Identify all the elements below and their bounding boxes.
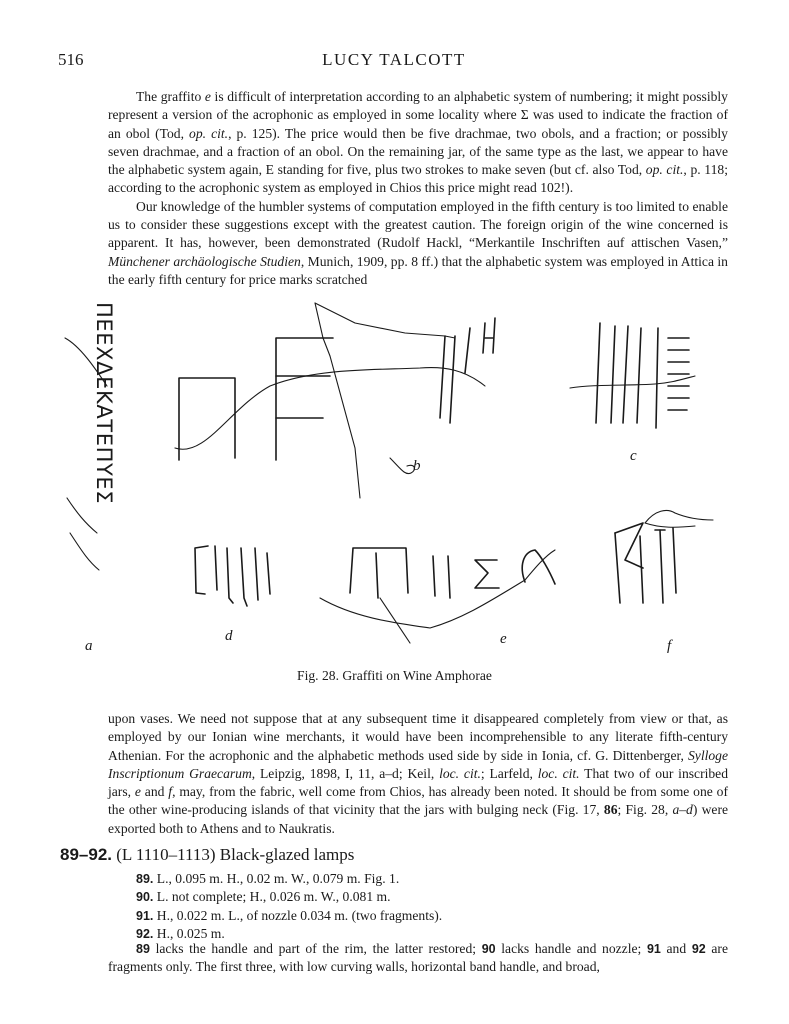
catalogue-entry: 89. L., 0.095 m. H., 0.02 m. W., 0.079 m. Fig. 1. [136, 871, 400, 886]
graffiti-drawing [55, 298, 745, 658]
label-d: d [225, 628, 233, 644]
catalogue-entries [108, 870, 728, 943]
label-a: a [85, 638, 93, 654]
paragraph-2: Our knowledge of the humbler systems of computation employed in the fifth century is too limited to enable us to consider these suggestions except with the greatest caution. The foreign origin of the wine concerned is apparent. It has, however, been demonstrated (Rudolf Hackl, “Merkantile Inschriften auf attischen Vasen,” Münchener archäologische Studien, Munich, 1909, pp. 8 ff.) that the alphabetic system was employed in Attica in the early fifth century for price marks scratched [108, 198, 728, 287]
graffito-b [175, 303, 495, 498]
graffito-f [615, 510, 713, 603]
graffito-c [570, 323, 695, 428]
paragraph-1: The graffito e is difficult of interpretation according to an alphabetic system of numbering; it might possibly represent a version of the acrophonic as employed in some locality where Σ was used to indicate the fraction of an obol (Tod, op. cit., p. 125). The price would then be five drachmae, two obols, and a fraction; or possibly seven drachmae, and a fraction of an obol. On the remaining jar, of the same type as the last, we appear to have the alphabetic system again, E standing for five, plus two strokes to make seven (but cf. also Tod, op. cit., p. 118; according to the acrophonic system as employed in Chios this price might read 102!). [108, 89, 728, 196]
section-title: (L 1110–1113) Black-glazed lamps [112, 845, 355, 864]
section-heading [60, 845, 354, 865]
page-number: 516 [58, 50, 84, 69]
graffito-a-letters: ΠΕΕΧΔΕΚΑΤΕΠΥΕΣ [92, 302, 116, 505]
catalogue-entry: 91. H., 0.022 m. L., of nozzle 0.034 m. (two fragments). [136, 907, 443, 923]
section-number: 89–92. [60, 845, 112, 864]
graffito-e [320, 548, 555, 643]
closing-paragraph: 89 lacks the handle and part of the rim, the latter restored; 90 lacks handle and nozzle; 91 and 92 are fragments only. The first three, with low curving walls, horizontal band handle, and broad, [108, 941, 728, 975]
label-e: e [500, 631, 507, 647]
label-f: f [667, 638, 672, 654]
figure-graffiti [55, 298, 745, 658]
catalogue-entry: 92. H., 0.025 m. [136, 925, 225, 941]
catalogue-entry: 90. L. not complete; H., 0.026 m. W., 0.081 m. [136, 889, 391, 905]
body-text-top [108, 88, 728, 289]
running-head: LUCY TALCOTT [322, 50, 466, 69]
page-header [58, 50, 730, 74]
paragraph-3: upon vases. We need not suppose that at any subsequent time it disappeared completely from view or that, as employed by our Ionian wine merchants, it would have been incomprehensible to any literate fifth-century Athenian. For the acrophonic and the alphabetic methods used side by side in Ionia, cf. G. Dittenberger, Sylloge Inscriptionum Graecarum, Leipzig, 1898, I, 11, a–d; Keil, loc. cit.; Larfeld, loc. cit. That two of our inscribed jars, e and f, may, from the fabric, well come from Chios, has already been noted. It should be from some one of the other wine-producing islands of that vicinity that the jars with bulging neck (Fig. 17, 86; Fig. 28, a–d) were exported both to Athens and to Naukratis. [108, 711, 729, 836]
figure-caption: Fig. 28. Graffiti on Wine Amphorae [297, 668, 492, 683]
label-b: b [413, 458, 421, 474]
graffito-a [65, 302, 116, 570]
label-c: c [630, 448, 637, 464]
graffito-d [195, 546, 270, 606]
body-text-bottom [108, 710, 728, 838]
